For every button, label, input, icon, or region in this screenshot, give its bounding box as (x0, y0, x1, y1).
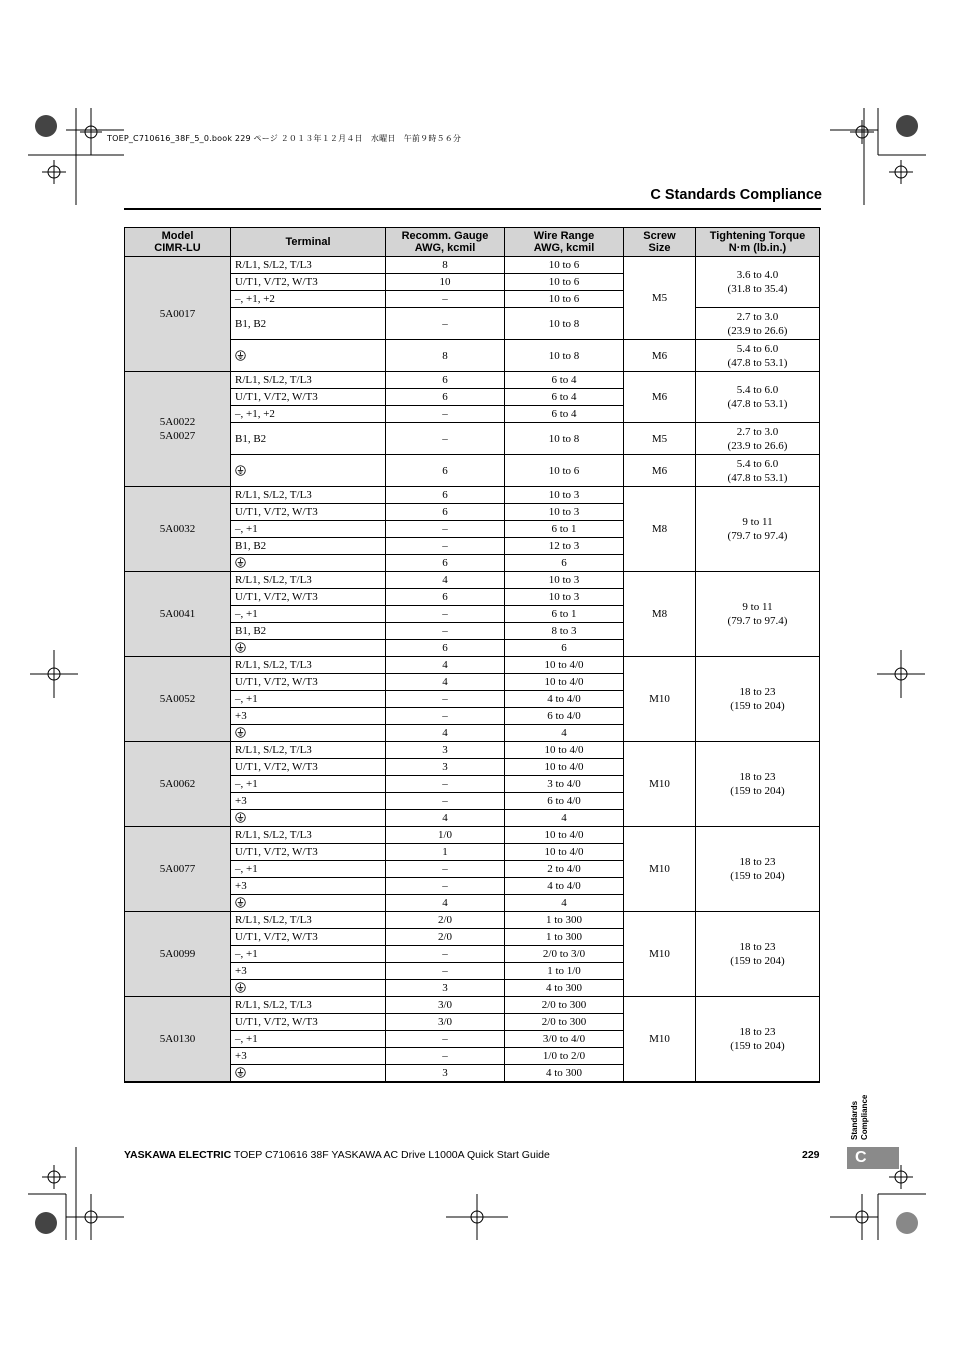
terminal-cell: –, +1 (231, 606, 386, 623)
wire-range-cell: 10 to 3 (505, 504, 624, 521)
wire-range-cell: 10 to 8 (505, 340, 624, 372)
wire-range-cell: 4 to 4/0 (505, 878, 624, 895)
terminal-cell (231, 640, 386, 657)
table-row (125, 912, 820, 929)
terminal-cell: +3 (231, 793, 386, 810)
wire-range-cell: 10 to 3 (505, 487, 624, 504)
torque-cell: 3.6 to 4.0 (31.8 to 35.4) (696, 257, 820, 308)
wire-gauge-table (124, 227, 820, 1083)
terminal-cell: B1, B2 (231, 623, 386, 640)
torque-cell: 5.4 to 6.0 (47.8 to 53.1) (696, 372, 820, 423)
torque-cell: 5.4 to 6.0 (47.8 to 53.1) (696, 455, 820, 487)
gauge-cell: 6 (386, 589, 505, 606)
terminal-cell (231, 455, 386, 487)
wire-range-cell: 10 to 4/0 (505, 827, 624, 844)
wire-range-cell: 8 to 3 (505, 623, 624, 640)
wire-range-cell: 12 to 3 (505, 538, 624, 555)
gauge-cell: 1/0 (386, 827, 505, 844)
gauge-cell: 6 (386, 455, 505, 487)
terminal-cell (231, 810, 386, 827)
terminal-cell: –, +1 (231, 946, 386, 963)
footer (124, 1149, 550, 1161)
gauge-cell: – (386, 423, 505, 455)
header-model: Model CIMR-LU (125, 228, 231, 257)
wire-range-cell: 10 to 3 (505, 572, 624, 589)
wire-range-cell: 4 to 4/0 (505, 691, 624, 708)
gauge-cell: 8 (386, 257, 505, 274)
gauge-cell: 2/0 (386, 912, 505, 929)
wire-range-cell: 4 (505, 895, 624, 912)
terminal-cell: U/T1, V/T2, W/T3 (231, 274, 386, 291)
page-number: 229 (802, 1149, 820, 1161)
print-info: TOEP_C710616_38F_5_0.book 229 ページ ２０１３年１２月４日 水曜日 午前９時５６分 (107, 134, 462, 143)
gauge-cell: – (386, 538, 505, 555)
gauge-cell: – (386, 691, 505, 708)
title-rule (124, 208, 821, 210)
wire-range-cell: 4 (505, 810, 624, 827)
wire-range-cell: 4 (505, 725, 624, 742)
screw-size-cell: M10 (624, 827, 696, 912)
wire-range-cell: 2 to 4/0 (505, 861, 624, 878)
gauge-cell: – (386, 708, 505, 725)
screw-size-cell: M5 (624, 423, 696, 455)
gauge-cell: 4 (386, 725, 505, 742)
wire-range-cell: 6 to 4 (505, 389, 624, 406)
ground-icon (235, 465, 246, 476)
screw-size-cell: M8 (624, 572, 696, 657)
terminal-cell (231, 1065, 386, 1083)
gauge-cell: 6 (386, 372, 505, 389)
wire-range-cell: 10 to 4/0 (505, 674, 624, 691)
torque-cell: 18 to 23 (159 to 204) (696, 657, 820, 742)
ground-icon (235, 812, 246, 823)
table-row (125, 827, 820, 844)
table-row (125, 372, 820, 389)
wire-range-cell: 1 to 300 (505, 912, 624, 929)
terminal-cell: –, +1, +2 (231, 291, 386, 308)
terminal-cell: R/L1, S/L2, T/L3 (231, 827, 386, 844)
ground-icon (235, 1067, 246, 1078)
gauge-cell: 6 (386, 555, 505, 572)
terminal-cell: R/L1, S/L2, T/L3 (231, 997, 386, 1014)
torque-cell: 2.7 to 3.0 (23.9 to 26.6) (696, 308, 820, 340)
gauge-cell: – (386, 793, 505, 810)
terminal-cell: U/T1, V/T2, W/T3 (231, 1014, 386, 1031)
ground-icon (235, 727, 246, 738)
terminal-cell: R/L1, S/L2, T/L3 (231, 372, 386, 389)
wire-range-cell: 3 to 4/0 (505, 776, 624, 793)
terminal-cell: +3 (231, 878, 386, 895)
terminal-cell: R/L1, S/L2, T/L3 (231, 742, 386, 759)
terminal-cell (231, 980, 386, 997)
model-cell: 5A0041 (125, 572, 231, 657)
screw-size-cell: M8 (624, 487, 696, 572)
gauge-cell: 1 (386, 844, 505, 861)
table-row (125, 487, 820, 504)
gauge-cell: – (386, 861, 505, 878)
gauge-cell: – (386, 1031, 505, 1048)
screw-size-cell: M6 (624, 372, 696, 423)
header-screw-size: Screw Size (624, 228, 696, 257)
wire-range-cell: 10 to 4/0 (505, 759, 624, 776)
wire-range-cell: 6 (505, 555, 624, 572)
terminal-cell: B1, B2 (231, 538, 386, 555)
wire-range-cell: 3/0 to 4/0 (505, 1031, 624, 1048)
wire-range-cell: 1/0 to 2/0 (505, 1048, 624, 1065)
chapter-tab: C (847, 1147, 899, 1169)
gauge-cell: – (386, 776, 505, 793)
wire-range-cell: 4 to 300 (505, 1065, 624, 1083)
terminal-cell: –, +1 (231, 1031, 386, 1048)
terminal-cell: B1, B2 (231, 308, 386, 340)
footer-doc-title: TOEP C710616 38F YASKAWA AC Drive L1000A Quick Start Guide (231, 1149, 550, 1161)
gauge-cell: 8 (386, 340, 505, 372)
header-terminal: Terminal (231, 228, 386, 257)
model-cell: 5A0032 (125, 487, 231, 572)
wire-range-cell: 10 to 6 (505, 274, 624, 291)
torque-cell: 18 to 23 (159 to 204) (696, 997, 820, 1083)
torque-cell: 18 to 23 (159 to 204) (696, 827, 820, 912)
screw-size-cell: M10 (624, 997, 696, 1083)
screw-size-cell: M10 (624, 912, 696, 997)
gauge-cell: – (386, 963, 505, 980)
section-title: C Standards Compliance (650, 187, 822, 203)
terminal-cell (231, 555, 386, 572)
gauge-cell: – (386, 291, 505, 308)
torque-cell: 9 to 11 (79.7 to 97.4) (696, 572, 820, 657)
wire-range-cell: 4 to 300 (505, 980, 624, 997)
wire-range-cell: 1 to 300 (505, 929, 624, 946)
torque-cell: 18 to 23 (159 to 204) (696, 742, 820, 827)
terminal-cell: +3 (231, 708, 386, 725)
wire-range-cell: 10 to 4/0 (505, 657, 624, 674)
gauge-cell: – (386, 1048, 505, 1065)
gauge-cell: – (386, 521, 505, 538)
wire-range-cell: 6 to 4 (505, 406, 624, 423)
ground-icon (235, 557, 246, 568)
wire-range-cell: 10 to 8 (505, 423, 624, 455)
terminal-cell (231, 895, 386, 912)
terminal-cell: U/T1, V/T2, W/T3 (231, 674, 386, 691)
terminal-cell: –, +1 (231, 521, 386, 538)
gauge-cell: 4 (386, 674, 505, 691)
wire-range-cell: 10 to 6 (505, 455, 624, 487)
terminal-cell: U/T1, V/T2, W/T3 (231, 504, 386, 521)
gauge-cell: 4 (386, 572, 505, 589)
torque-cell: 9 to 11 (79.7 to 97.4) (696, 487, 820, 572)
wire-range-cell: 2/0 to 300 (505, 997, 624, 1014)
screw-size-cell: M10 (624, 657, 696, 742)
terminal-cell: –, +1 (231, 691, 386, 708)
model-cell: 5A0062 (125, 742, 231, 827)
gauge-cell: 3 (386, 759, 505, 776)
gauge-cell: 10 (386, 274, 505, 291)
terminal-cell: +3 (231, 963, 386, 980)
terminal-cell: U/T1, V/T2, W/T3 (231, 929, 386, 946)
terminal-cell: U/T1, V/T2, W/T3 (231, 389, 386, 406)
screw-size-cell: M6 (624, 340, 696, 372)
screw-size-cell: M6 (624, 455, 696, 487)
wire-range-cell: 2/0 to 3/0 (505, 946, 624, 963)
gauge-cell: 3 (386, 1065, 505, 1083)
table-row (125, 997, 820, 1014)
gauge-cell: 4 (386, 895, 505, 912)
wire-range-cell: 10 to 6 (505, 291, 624, 308)
gauge-cell: 6 (386, 640, 505, 657)
terminal-cell: +3 (231, 1048, 386, 1065)
gauge-cell: – (386, 946, 505, 963)
terminal-cell: R/L1, S/L2, T/L3 (231, 487, 386, 504)
gauge-cell: 4 (386, 810, 505, 827)
ground-icon (235, 350, 246, 361)
ground-icon (235, 897, 246, 908)
wire-range-cell: 6 (505, 640, 624, 657)
gauge-cell: 6 (386, 487, 505, 504)
model-cell: 5A0022 5A0027 (125, 372, 231, 487)
terminal-cell: R/L1, S/L2, T/L3 (231, 912, 386, 929)
gauge-cell: 6 (386, 504, 505, 521)
screw-size-cell: M10 (624, 742, 696, 827)
gauge-cell: – (386, 406, 505, 423)
wire-range-cell: 10 to 4/0 (505, 742, 624, 759)
terminal-cell (231, 725, 386, 742)
model-cell: 5A0099 (125, 912, 231, 997)
model-cell: 5A0052 (125, 657, 231, 742)
header-wire-range: Wire Range AWG, kcmil (505, 228, 624, 257)
table-row (125, 572, 820, 589)
gauge-cell: 2/0 (386, 929, 505, 946)
gauge-cell: 3 (386, 980, 505, 997)
table-row (125, 742, 820, 759)
screw-size-cell: M5 (624, 257, 696, 340)
terminal-cell: U/T1, V/T2, W/T3 (231, 759, 386, 776)
wire-range-cell: 10 to 4/0 (505, 844, 624, 861)
wire-range-cell: 6 to 1 (505, 521, 624, 538)
wire-range-cell: 6 to 4 (505, 372, 624, 389)
gauge-cell: – (386, 623, 505, 640)
model-cell: 5A0017 (125, 257, 231, 372)
table-row (125, 257, 820, 274)
torque-cell: 18 to 23 (159 to 204) (696, 912, 820, 997)
gauge-cell: 3/0 (386, 1014, 505, 1031)
wire-range-cell: 1 to 1/0 (505, 963, 624, 980)
wire-range-cell: 10 to 8 (505, 308, 624, 340)
wire-range-cell: 6 to 4/0 (505, 708, 624, 725)
terminal-cell: –, +1 (231, 776, 386, 793)
header-gauge: Recomm. Gauge AWG, kcmil (386, 228, 505, 257)
footer-brand: YASKAWA ELECTRIC (124, 1149, 232, 1161)
model-cell: 5A0077 (125, 827, 231, 912)
terminal-cell: –, +1 (231, 861, 386, 878)
gauge-cell: 4 (386, 657, 505, 674)
ground-icon (235, 642, 246, 653)
model-cell: 5A0130 (125, 997, 231, 1083)
gauge-cell: 3/0 (386, 997, 505, 1014)
wire-range-cell: 6 to 4/0 (505, 793, 624, 810)
wire-range-cell: 10 to 6 (505, 257, 624, 274)
terminal-cell: R/L1, S/L2, T/L3 (231, 657, 386, 674)
terminal-cell: R/L1, S/L2, T/L3 (231, 572, 386, 589)
torque-cell: 2.7 to 3.0 (23.9 to 26.6) (696, 423, 820, 455)
wire-range-cell: 10 to 3 (505, 589, 624, 606)
wire-range-cell: 6 to 1 (505, 606, 624, 623)
terminal-cell: –, +1, +2 (231, 406, 386, 423)
terminal-cell: R/L1, S/L2, T/L3 (231, 257, 386, 274)
side-tab-label: Standards Compliance (850, 1094, 869, 1140)
table-row (125, 657, 820, 674)
terminal-cell: B1, B2 (231, 423, 386, 455)
gauge-cell: – (386, 606, 505, 623)
terminal-cell (231, 340, 386, 372)
wire-range-cell: 2/0 to 300 (505, 1014, 624, 1031)
header-torque: Tightening Torque N·m (lb.in.) (696, 228, 820, 257)
table-header-row (125, 228, 820, 257)
torque-cell: 5.4 to 6.0 (47.8 to 53.1) (696, 340, 820, 372)
ground-icon (235, 982, 246, 993)
gauge-cell: – (386, 308, 505, 340)
terminal-cell: U/T1, V/T2, W/T3 (231, 844, 386, 861)
gauge-cell: 3 (386, 742, 505, 759)
terminal-cell: U/T1, V/T2, W/T3 (231, 589, 386, 606)
gauge-cell: – (386, 878, 505, 895)
gauge-cell: 6 (386, 389, 505, 406)
